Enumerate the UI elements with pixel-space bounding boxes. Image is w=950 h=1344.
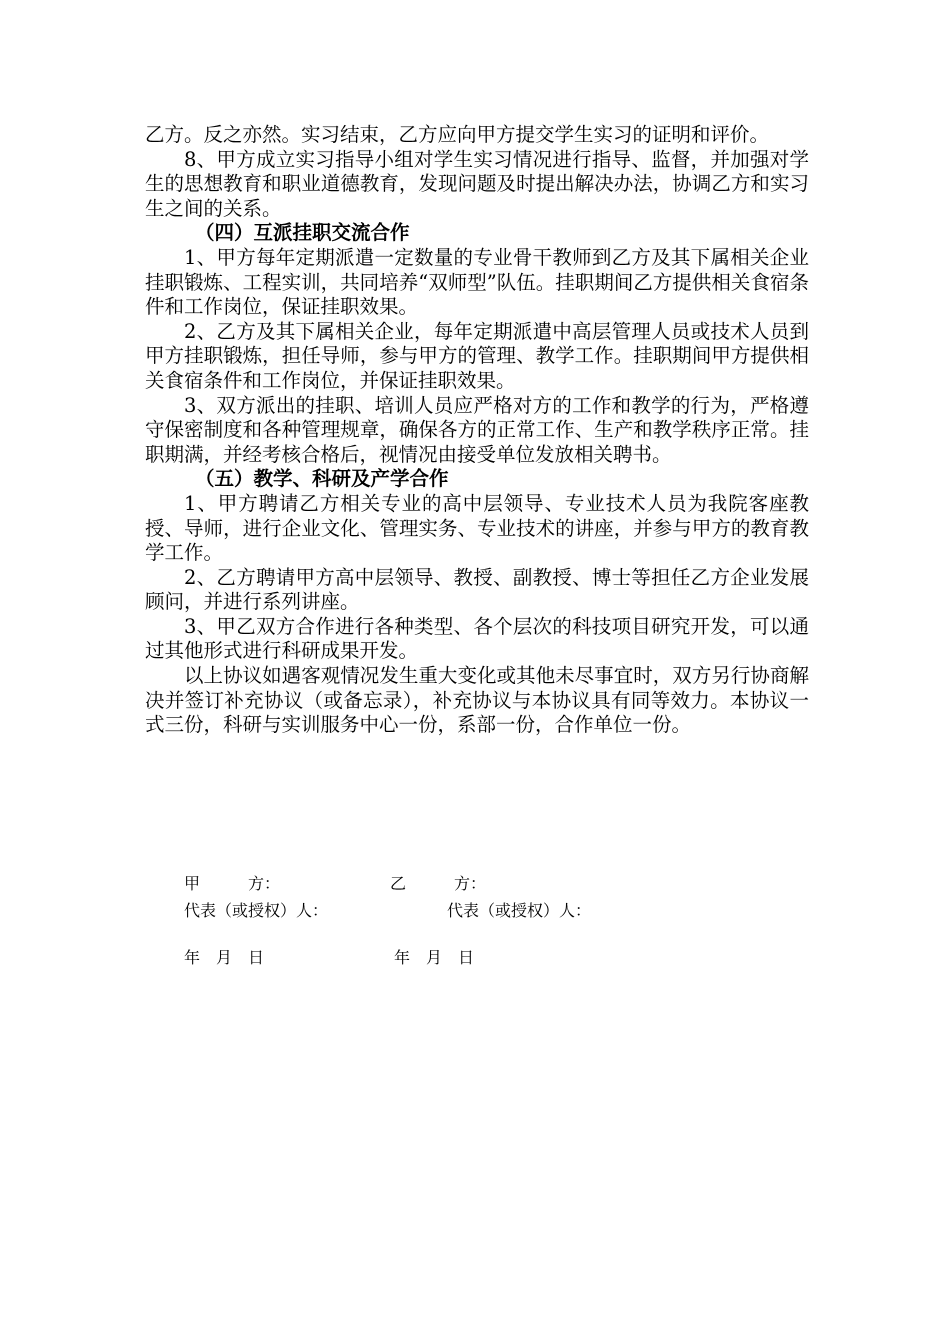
section-heading: （五）教学、科研及产学合作 (195, 467, 449, 491)
closing-paragraph: 以上协议如遇客观情况发生重大变化或其他未尽事宜时，双方另行协商解决并签订补充协议（或备忘录），补充协议与本协议具有同等效力。本协议一式三份，科研与实训服务中心一份，系部一份，合作单位一份。 (145, 664, 809, 737)
party-b-label: 乙 方： (390, 874, 487, 893)
clause-paragraph: 3、双方派出的挂职、培训人员应严格对方的工作和教学的行为，严格遵守保密制度和各种管理规章，确保各方的正常工作、生产和教学秩序正常。挂职期满，并经考核合格后，视情况由接受单位发放相关聘书。 (145, 393, 809, 466)
party-a-date: 年 月 日 (184, 948, 265, 967)
clause-paragraph: 1、甲方每年定期派遣一定数量的专业骨干教师到乙方及其下属相关企业挂职锻炼、工程实训，共同培养“双师型”队伍。挂职期间乙方提供相关食宿条件和工作岗位，保证挂职效果。 (145, 245, 809, 319)
clause-paragraph: 2、乙方及其下属相关企业，每年定期派遣中高层管理人员或技术人员到甲方挂职锻炼，担任导师，参与甲方的管理、教学工作。挂职期间甲方提供相关食宿条件和工作岗位，并保证挂职效果。 (145, 319, 809, 392)
clause-paragraph: 2、乙方聘请甲方高中层领导、教授、副教授、博士等担任乙方企业发展顾问，并进行系列讲座。 (145, 565, 809, 614)
party-b-date: 年 月 日 (394, 948, 475, 967)
clause-paragraph: 3、甲乙双方合作进行各种类型、各个层次的科技项目研究开发，可以通过其他形式进行科研成果开发。 (145, 614, 809, 663)
party-b-representative: 代表（或授权）人： (447, 901, 592, 920)
party-a-label: 甲 方： (184, 874, 281, 893)
agreement-body (145, 123, 809, 738)
continuation-paragraph: 乙方。反之亦然。实习结束，乙方应向甲方提交学生实习的证明和评价。 (145, 123, 770, 146)
clause-paragraph: 8、甲方成立实习指导小组对学生实习情况进行指导、监督，并加强对学生的思想教育和职业道德教育，发现问题及时提出解决办法，协调乙方和实习生之间的关系。 (145, 147, 809, 220)
section-heading: （四）互派挂职交流合作 (195, 221, 410, 245)
party-a-representative: 代表（或授权）人： (184, 901, 329, 920)
clause-paragraph: 1、甲方聘请乙方相关专业的高中层领导、专业技术人员为我院客座教授、导师，进行企业文化、管理实务、专业技术的讲座，并参与甲方的教育教学工作。 (145, 491, 809, 565)
